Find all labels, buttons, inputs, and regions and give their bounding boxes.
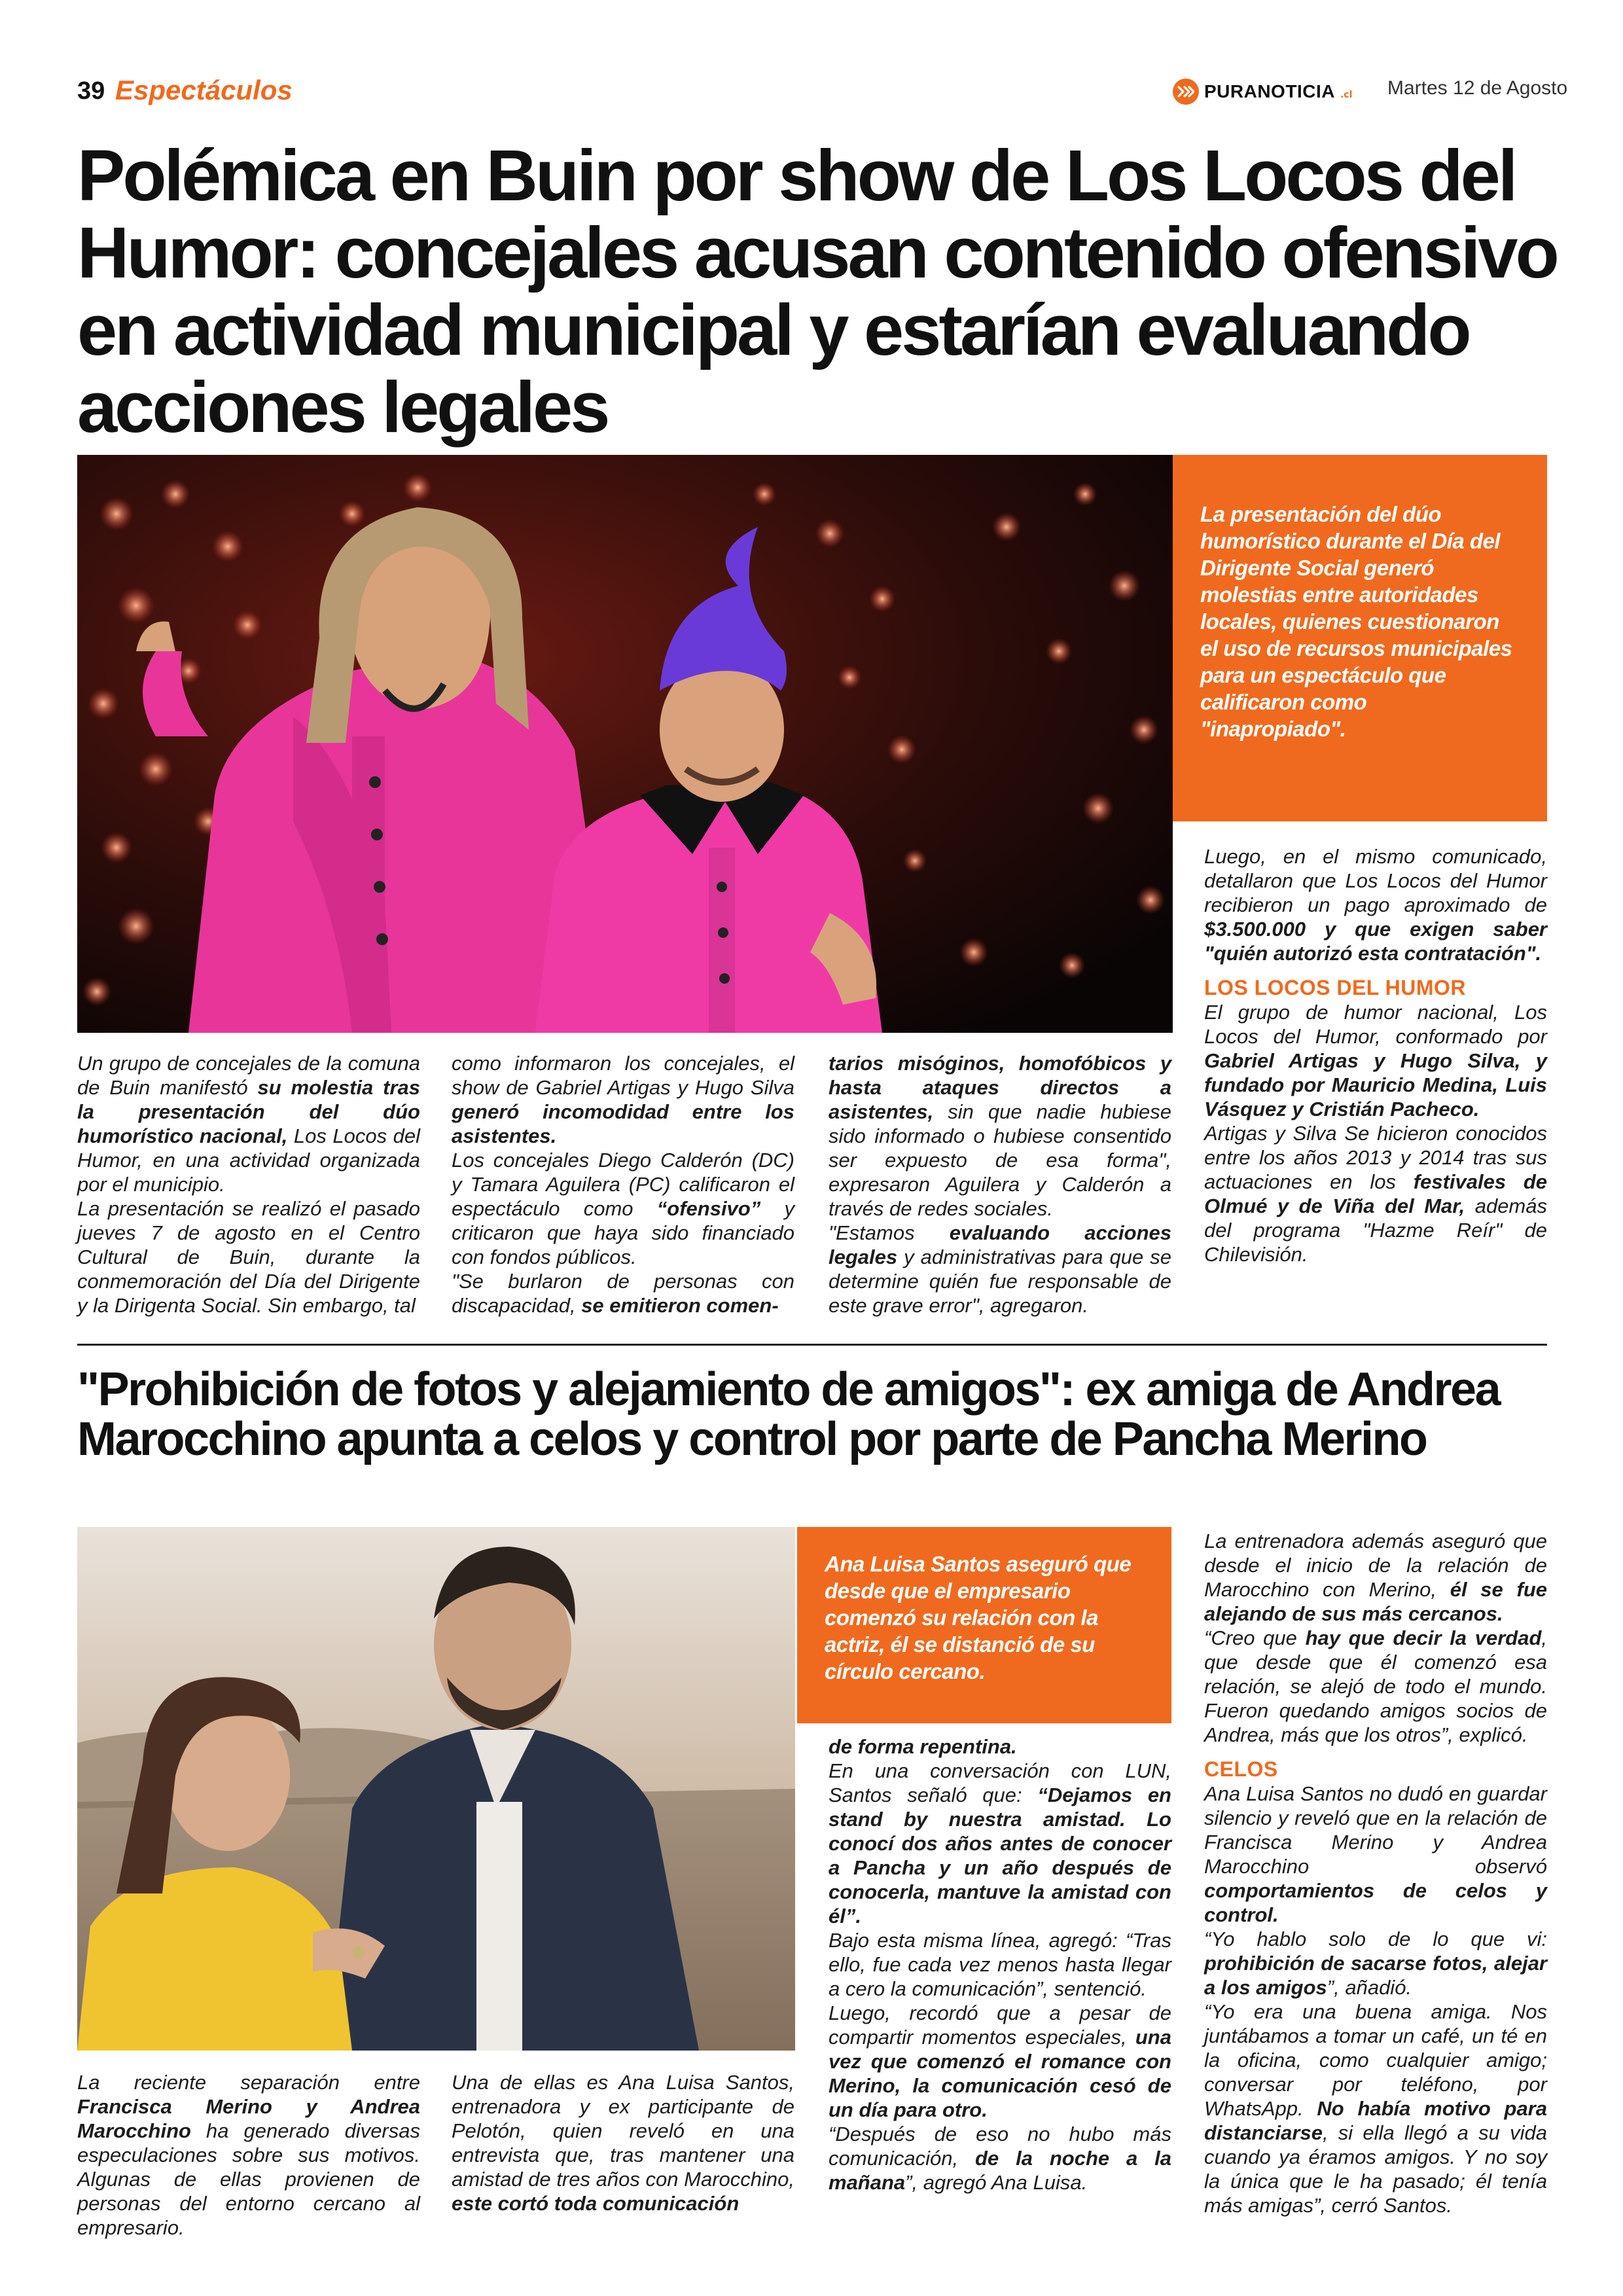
article2-col4-paragraph: La entrenadora además aseguró que desde el inicio de la relación de Marocchino con Merino, él se fue alejando de sus más cercanos.	[1204, 1530, 1547, 1625]
article1-callout-text: La presentación del dúo humorístico durante el Día del Dirigente Social generó molestias entre autoridades locales, quienes cuestionaron el uso de recursos municipales para un espectáculo que calificaron como "inapropiado".	[1200, 502, 1512, 741]
article1-subhead: LOS LOCOS DEL HUMOR	[1204, 976, 1467, 999]
article1-headline: Polémica en Buin por show de Los Locos del Humor: concejales acusan contenido ofensivo en actividad municipal y estarían evaluando acciones legales	[77, 135, 1557, 448]
article2-headline: "Prohibición de fotos y alejamiento de amigos": ex amiga de Andrea Marocchino apunta a celos y control por parte de Pancha Merino	[77, 1363, 1500, 1465]
article2-column-2	[452, 2070, 794, 2215]
page-number: 39	[77, 77, 105, 105]
brand-logo[interactable]	[1173, 77, 1352, 106]
article1-col2-paragraph-2: Los concejales Diego Calderón (DC) y Tamara Aguilera (PC) calificaron el espectáculo como “ofensivo” y criticaron que haya sido financiado con fondos públicos.	[452, 1149, 794, 1268]
article1-callout	[1173, 455, 1547, 821]
article2-column-3	[829, 1734, 1171, 2195]
brand-suffix: .cl	[1340, 90, 1353, 100]
article2-col3-paragraph-4: Luego, recordó que a pesar de compartir momentos especiales, una vez que comenzó el romance con Merino, la comunicación cesó de un día para otro.	[829, 2001, 1171, 2121]
article2-col3-paragraph: de forma repentina.	[829, 1735, 1017, 1758]
article1-col4-paragraph-2: El grupo de humor nacional, Los Locos del Humor, conformado por Gabriel Artigas y Hugo Silva, y fundado por Mauricio Medina, Luis Vásquez y Cristián Pacheco.	[1204, 1001, 1547, 1121]
article1-col2-paragraph-3: "Se burlaron de personas con discapacidad, se emitieron comen-	[452, 1270, 794, 1317]
article1-column-2	[452, 1051, 794, 1318]
article1-col4-paragraph: Luego, en el mismo comunicado, detallaron que Los Locos del Humor recibieron un pago aproximado de $3.500.000 y que exigen saber "quién autorizó esta contratación".	[1204, 845, 1547, 965]
article2-col4-paragraph-4: “Yo hablo solo de lo que vi: prohibición de sacarse fotos, alejar a los amigos”, añadió.	[1204, 1928, 1547, 1999]
article1-col3-paragraph-2: "Estamos evaluando acciones legales y administrativas para que se determine quién fue responsable de este grave error", agregaron.	[829, 1221, 1171, 1317]
article2-callout-text: Ana Luisa Santos aseguró que desde que el empresario comenzó su relación con la actriz, él se distanció de su círculo cercano.	[825, 1552, 1132, 1683]
article2-col3-paragraph-5: “Después de eso no hubo más comunicación, de la noche a la mañana”, agregó Ana Luisa.	[829, 2123, 1171, 2194]
article1-column-4	[1204, 844, 1547, 1266]
brand-name: PURANOTICIA	[1204, 81, 1335, 101]
article1-col2-paragraph: como informaron los concejales, el show de Gabriel Artigas y Hugo Silva generó incomodidad entre los asistentes.	[452, 1052, 794, 1147]
article2-column-4	[1204, 1529, 1547, 2217]
article2-subhead: CELOS	[1204, 1757, 1278, 1781]
double-chevron-icon	[1173, 79, 1199, 105]
article2-col1-paragraph: La reciente separación entre Francisca Merino y Andrea Marocchino ha generado diversas especulaciones sobre sus motivos. Algunas de ellas provienen de personas del entorno cercano al empresario.	[77, 2071, 420, 2239]
article1-photo	[77, 455, 1173, 1033]
section-divider	[77, 1344, 1547, 1346]
article2-col2-paragraph: Una de ellas es Ana Luisa Santos, entrenadora y ex participante de Pelotón, quien reveló en una entrevista que, tras mantener una amistad de tres años con Marocchino, este cortó toda comunicación	[452, 2071, 794, 2215]
article2-col4-paragraph-3: Ana Luisa Santos no dudó en guardar silencio y reveló que en la relación de Francisca Merino y Andrea Marocchino observó comportamientos de celos y control.	[1204, 1782, 1547, 1926]
article2-photo	[77, 1527, 795, 2051]
article2-column-1	[77, 2070, 420, 2240]
article1-col1-paragraph-2: La presentación se realizó el pasado jueves 7 de agosto en el Centro Cultural de Buin, durante la conmemoración del Día del Dirigente y la Dirigenta Social. Sin embargo, tal	[77, 1197, 420, 1317]
article2-col3-paragraph-2: En una conversación con LUN, Santos señaló que: “Dejamos en stand by nuestra amistad. Lo conocí dos años antes de conocer a Pancha y un año después de conocerla, mantuve la amistad con él”.	[829, 1759, 1171, 1928]
article1-col1-paragraph: Un grupo de concejales de la comuna de Buin manifestó su molestia tras la presentación del dúo humorístico nacional, Los Locos del Humor, en una actividad organizada por el municipio.	[77, 1052, 421, 1196]
article1-col4-paragraph-3: Artigas y Silva Se hicieron conocidos entre los años 2013 y 2014 tras sus actuaciones en los festivales de Olmué y de Viña del Mar, además del programa "Hazme Reír" de Chilevisión.	[1204, 1122, 1547, 1266]
article1-column-3	[829, 1051, 1171, 1318]
article2-callout	[797, 1527, 1171, 1723]
section-title: Espectáculos	[115, 75, 293, 105]
article2-col4-paragraph-5: “Yo era una buena amiga. Nos juntábamos a tomar un café, un té en la oficina, como cualquier amigo; conversar por teléfono, por WhatsApp. No había motivo para distanciarse, si ella llegó a su vida cuando ya éramos amigos. Y no soy la única que le ha pasado; él tenía más amigas”, cerró Santos.	[1204, 2000, 1547, 2217]
article2-col3-paragraph-3: Bajo esta misma línea, agregó: “Tras ello, fue cada vez menos hasta llegar a cero la comunicación”, sentenció.	[829, 1929, 1171, 2000]
article1-column-1	[77, 1051, 420, 1318]
article2-col4-paragraph-2: “Creo que hay que decir la verdad, que desde que él comenzó esa relación, se alejó de todo el mundo. Fueron quedando amigos socios de Andrea, más que los otros”, explicó.	[1204, 1626, 1547, 1746]
article1-col3-paragraph: tarios misóginos, homofóbicos y hasta ataques directos a asistentes, sin que nadie hubiese sido informado o hubiese consentido ser expuesto de esa forma", expresaron Aguilera y Calderón a través de redes sociales.	[829, 1052, 1171, 1220]
issue-date: Martes 12 de Agosto	[1387, 77, 1568, 99]
